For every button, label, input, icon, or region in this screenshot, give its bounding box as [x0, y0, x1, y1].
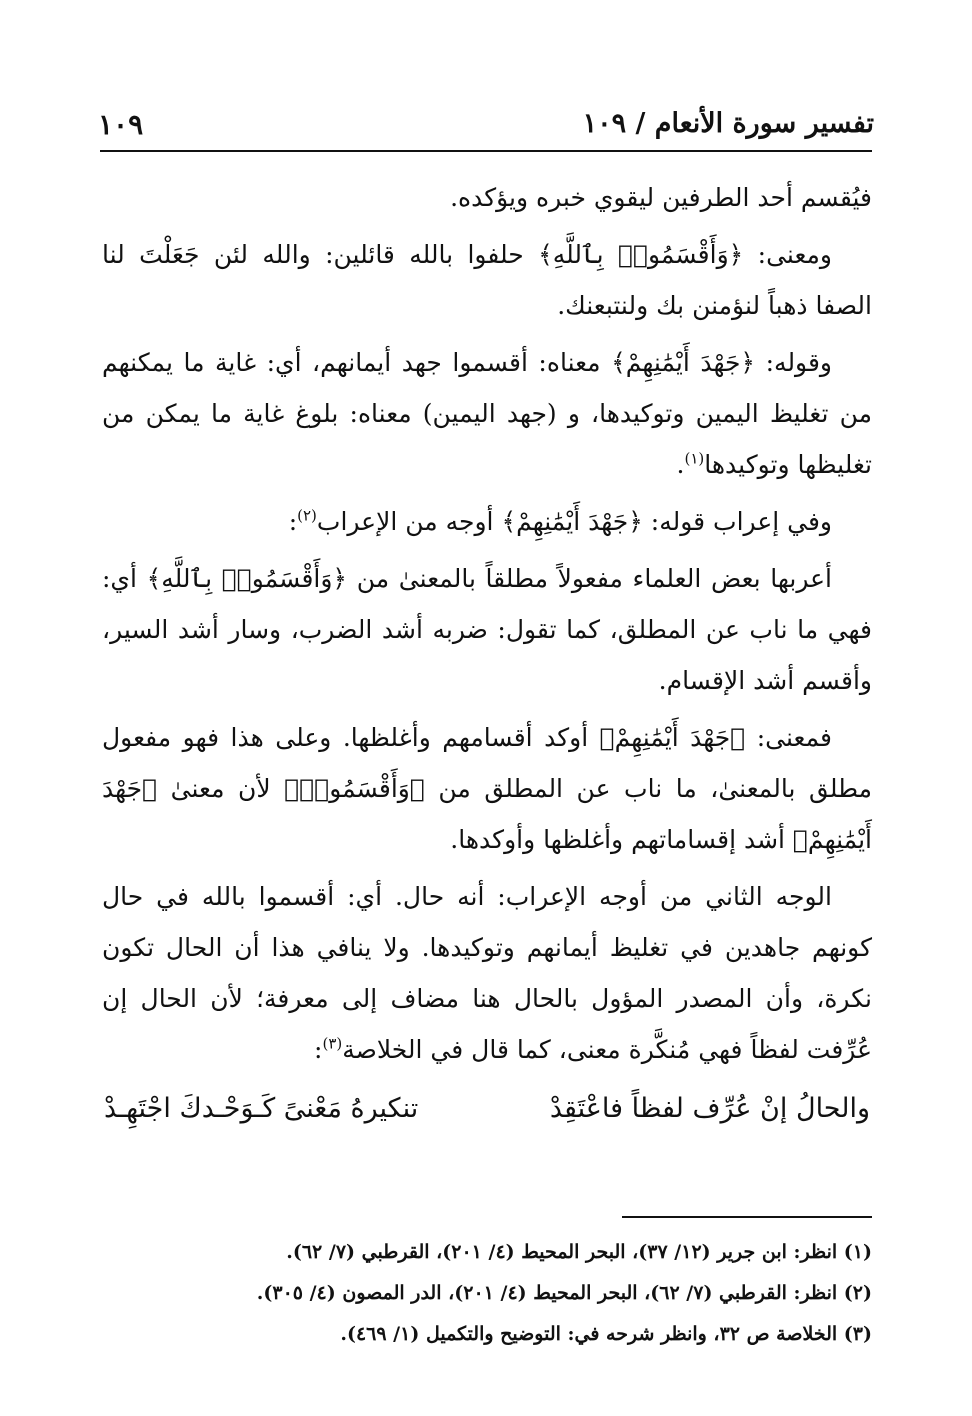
footnote: (٣) الخلاصة ص ٣٢، وانظر شرحه في: التوضيح والتكميل (١/ ٤٦٩).: [340, 1323, 872, 1345]
verse-second-hemistich: تنكيرهُ مَعْنىً كَـوَحْـدكَ اجْتَهِـدْ: [104, 1093, 419, 1124]
paragraph: [102, 172, 872, 223]
footnote-separator: [622, 1216, 872, 1218]
header-rule: [100, 150, 872, 152]
poetry-verse: [102, 1083, 872, 1134]
running-header: [98, 108, 874, 148]
footnote-ref[interactable]: (١): [684, 449, 705, 468]
footnote-ref[interactable]: (٣): [322, 1034, 343, 1053]
paragraph-text: وفي إعراب قوله: ﴿جَهْدَ أَيْمَٰنِهِمْ﴾ أوجه من الإعراب: [316, 507, 832, 536]
punctuation: .: [676, 450, 685, 479]
paragraph-text: أعربها بعض العلماء مفعولاً مطلقاً بالمعنىٰ من ﴿وَأَقْسَمُوا۟ بِٱللَّهِ﴾ أي: فهي ما ناب عن المطلق، كما تقول: ضربه أشد الضرب، وسار أشد السير، وأقسم أشد الإقسام.: [102, 564, 872, 695]
paragraph: [102, 871, 872, 1075]
footnotes: [110, 1234, 872, 1357]
verse-first-hemistich: والحالُ إنْ عُرِّف لفظاً فاعْتَقِدْ: [549, 1093, 870, 1124]
paragraph-text: الوجه الثاني من أوجه الإعراب: أنه حال. أي: أقسموا بالله في حال كونهم جاهدين في تغليظ أيمانهم وتوكيدها. ولا ينافي هذا أن الحال تكون نكرة، وأن المصدر المؤول بالحال هنا مضاف إلى معرفة؛ لأن الحال إن عُرِّفت لفظاً فهي مُنكَّرة معنى، كما قال في الخلاصة: [102, 882, 872, 1064]
header-title: تفسير سورة الأنعام / ١٠٩: [582, 108, 874, 139]
paragraph: [102, 496, 872, 547]
paragraph: [102, 337, 872, 490]
footnote: (٢) انظر: القرطبي (٧/ ٦٢)، البحر المحيط (٤/ ٢٠١)، الدر المصون (٤/ ٣٠٥).: [256, 1282, 872, 1304]
paragraph: [102, 712, 872, 865]
punctuation: :: [288, 507, 298, 536]
paragraph: [102, 229, 872, 331]
page-number: ١٠٩: [98, 108, 144, 141]
footnote-ref[interactable]: (٢): [297, 506, 317, 525]
main-text: [102, 172, 872, 1134]
paragraph-text: فمعنى: ﴿جَهْدَ أَيْمَٰنِهِمْ﴾ أوكد أقسامهم وأغلظها. وعلى هذا فهو مفعول مطلق بالمعنىٰ، ما ناب عن المطلق من ﴿وَأَقْسَمُوا۟﴾ لأن معنىٰ ﴿جَهْدَ أَيْمَٰنِهِمْ﴾ أشد إقساماتهم وأغلظها وأوكدها.: [102, 723, 872, 854]
paragraph-text: فيُقسم أحد الطرفين ليقوي خبره ويؤكده.: [450, 183, 872, 212]
paragraph-text: ومعنى: ﴿وَأَقْسَمُوا۟ بِٱللَّهِ﴾ حلفوا بالله قائلين: والله لئن جَعَلْتَ لنا الصفا ذهباً لنؤمنن بك ولنتبعنك.: [102, 240, 872, 320]
punctuation: :: [314, 1035, 323, 1064]
paragraph: [102, 553, 872, 706]
footnote: (١) انظر: ابن جرير (١٢/ ٣٧)، البحر المحيط (٤/ ٢٠١)، القرطبي (٧/ ٦٢).: [286, 1241, 872, 1263]
paragraph-text: وقوله: ﴿جَهْدَ أَيْمَٰنِهِمْ﴾ معناه: أقسموا جهد أيمانهم، أي: غاية ما يمكنهم من تغليظ اليمين وتوكيدها، و (جهد اليمين) معناه: بلوغ غاية ما يمكن من تغليظها وتوكيدها: [102, 348, 872, 479]
